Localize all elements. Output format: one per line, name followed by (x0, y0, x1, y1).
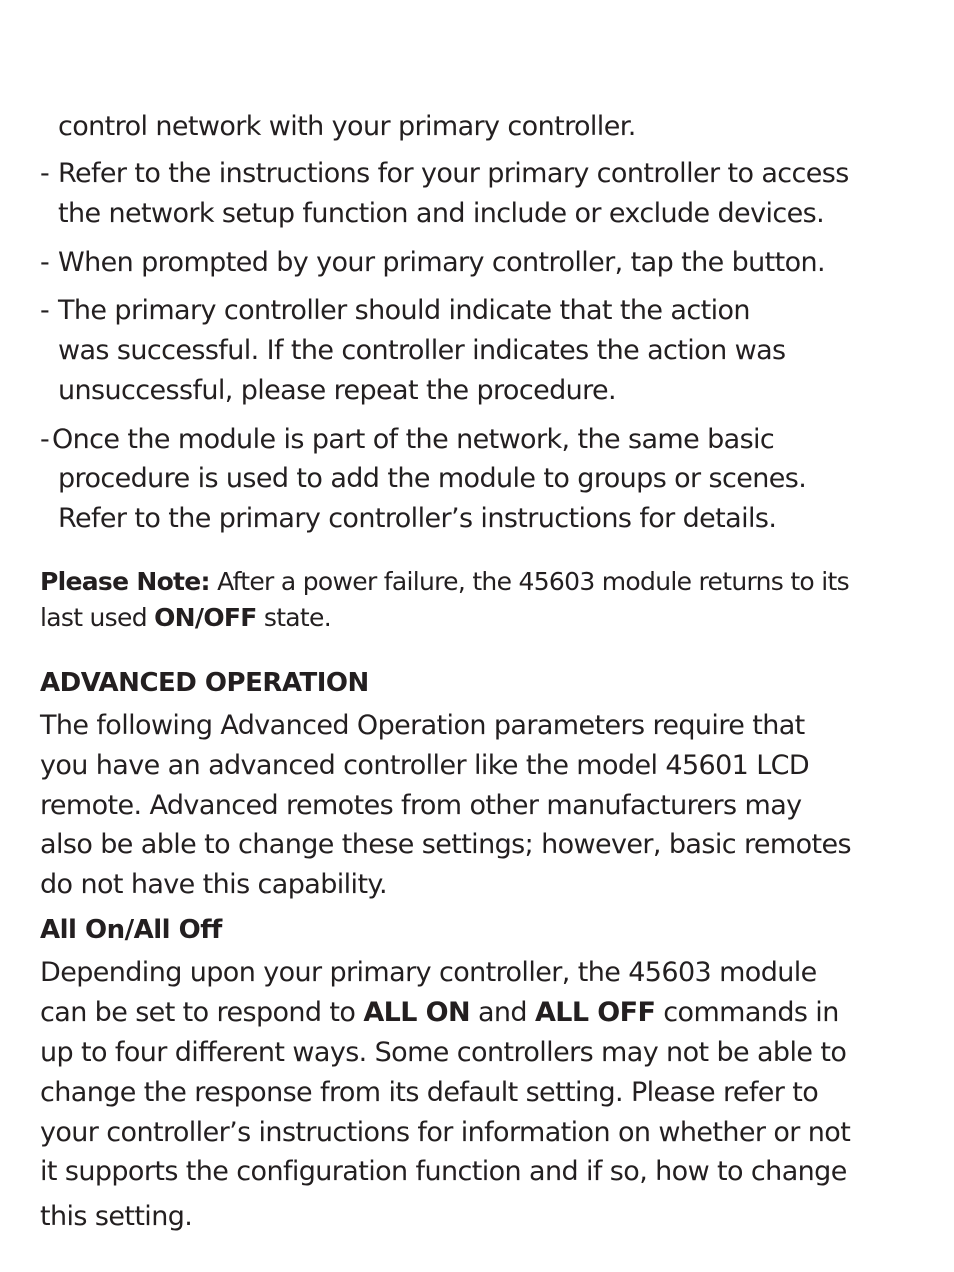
note-text: state. (256, 603, 331, 632)
section-heading-advanced: ADVANCED OPERATION (40, 668, 369, 698)
paragraph-line: this setting. (40, 1201, 193, 1232)
list-line: control network with your primary controller. (58, 111, 636, 142)
list-item (40, 158, 49, 190)
paragraph-text: commands in (655, 997, 839, 1028)
list-line: unsuccessful, please repeat the procedure. (58, 375, 617, 406)
list-bullet: - (40, 247, 50, 278)
paragraph-line: The following Advanced Operation parameters require that (40, 710, 805, 741)
paragraph-line: Depending upon your primary controller, the 45603 module (40, 957, 817, 988)
note-text: last used (40, 603, 155, 632)
list-bullet: - (40, 295, 50, 326)
note-line (40, 566, 849, 598)
list-line: Refer to the instructions for your primary controller to access (58, 158, 849, 189)
paragraph-line: you have an advanced controller like the model 45601 LCD (40, 750, 810, 781)
paragraph-text: and (469, 997, 535, 1028)
list-line: When prompted by your primary controller, tap the button. (58, 247, 826, 278)
list-item-continuation (58, 111, 636, 143)
note-bold-text: ON/OFF (154, 603, 257, 632)
note-label: Please Note: (40, 567, 210, 596)
bold-command-all-off: ALL OFF (534, 997, 656, 1028)
paragraph-line: your controller’s instructions for information on whether or not (40, 1117, 851, 1148)
paragraph-line: do not have this capability. (40, 869, 387, 900)
list-line: the network setup function and include or exclude devices. (58, 198, 825, 229)
list-line: Refer to the primary controller’s instructions for details. (58, 503, 777, 534)
note-text: After a power failure, the 45603 module returns to its (209, 567, 849, 596)
section-heading-all-on-off: All On/All Off (40, 915, 222, 945)
paragraph-line: it supports the configuration function and if so, how to change (40, 1156, 847, 1187)
paragraph-line: also be able to change these settings; however, basic remotes (40, 829, 851, 860)
list-line: procedure is used to add the module to groups or scenes. (58, 463, 807, 494)
list-line: The primary controller should indicate that the action (58, 295, 750, 326)
list-line: Once the module is part of the network, the same basic (52, 424, 775, 455)
list-bullet: - (40, 424, 50, 455)
paragraph-line: change the response from its default setting. Please refer to (40, 1077, 819, 1108)
paragraph-line: remote. Advanced remotes from other manufacturers may (40, 790, 802, 821)
paragraph-line: up to four different ways. Some controllers may not be able to (40, 1037, 847, 1068)
paragraph-line (40, 997, 839, 1029)
list-bullet: - (40, 158, 50, 189)
paragraph-text: can be set to respond to (40, 997, 364, 1028)
list-line: was successful. If the controller indicates the action was (58, 335, 786, 366)
bold-command-all-on: ALL ON (363, 997, 470, 1028)
note-line (40, 602, 331, 634)
